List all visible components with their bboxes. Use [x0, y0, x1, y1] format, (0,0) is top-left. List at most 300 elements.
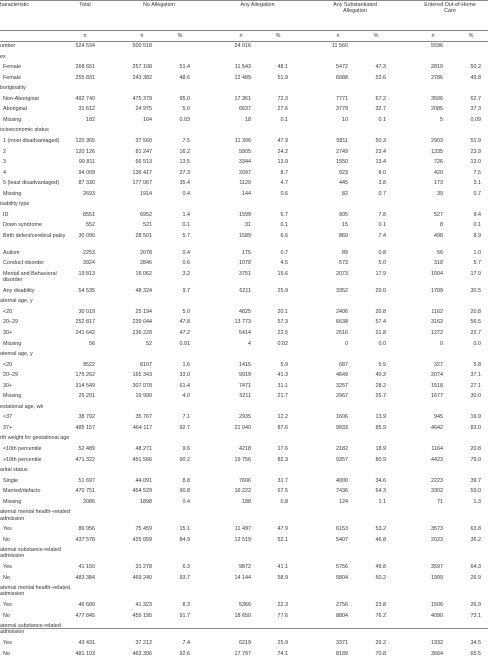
table-cell: 75 459 — [135, 526, 152, 533]
column-subheader: n — [336, 33, 340, 39]
table-cell: 17.6 — [277, 446, 288, 452]
table-cell: 2023 — [431, 536, 443, 543]
table-cell: 9933 — [336, 424, 348, 431]
table-cell: 8.8 — [182, 477, 190, 484]
table-cell: 1518 — [431, 382, 443, 389]
table-cell: 20.1 — [277, 308, 288, 315]
table-cell: 451 566 — [132, 456, 152, 463]
table-cell: 13.9 — [375, 414, 386, 421]
table-cell: 726 — [434, 159, 443, 166]
table-cell: 31.1 — [277, 382, 288, 389]
table-cell: 0.0 — [473, 340, 481, 347]
table-cell: 57.4 — [375, 319, 386, 326]
column-group-header: Any Substantiated Allegation — [333, 2, 377, 15]
table-cell: 9919 — [239, 372, 251, 379]
table-cell: 51.9 — [470, 137, 481, 144]
table-cell: 26.9 — [470, 602, 481, 609]
table-cell: 48 324 — [135, 287, 152, 294]
table-cell: 24.2 — [277, 148, 288, 155]
table-cell: 4642 — [431, 424, 443, 431]
row-label: Missing — [3, 498, 22, 505]
table-cell: 31.7 — [277, 477, 288, 484]
table-cell: 5811 — [336, 137, 348, 144]
table-cell: 0.7 — [378, 190, 386, 197]
table-cell: 7.4 — [182, 640, 190, 647]
table-cell: 6219 — [239, 640, 251, 647]
table-cell: 500 518 — [132, 43, 152, 49]
table-cell: 0.1 — [473, 222, 481, 229]
table-cell: 9522 — [83, 361, 95, 368]
table-cell: 0 — [440, 340, 443, 347]
table-cell: 49.8 — [375, 564, 386, 571]
table-cell: 30 090 — [78, 232, 95, 239]
row-label: ID — [3, 211, 9, 218]
column-subheader: % — [373, 33, 379, 39]
table-cell: 25 201 — [78, 393, 95, 400]
row-label: Mental and Behavioral disorder — [3, 270, 57, 284]
table-cell: 6153 — [336, 526, 348, 533]
table-cell: 47.9 — [277, 526, 288, 533]
table-cell: 2846 — [140, 260, 152, 267]
table-cell: 0.7 — [473, 190, 481, 197]
table-cell: 175 262 — [75, 372, 95, 379]
row-label: >10th percentile — [3, 456, 42, 463]
table-cell: 11 497 — [234, 526, 251, 533]
table-cell: 5.0 — [182, 308, 190, 315]
table-rule — [0, 41, 488, 42]
table-cell: 95.0 — [179, 95, 190, 102]
table-cell: 2693 — [83, 190, 95, 197]
row-label: Female — [3, 64, 21, 71]
row-label: <37 — [3, 414, 13, 421]
table-cell: 257 108 — [132, 64, 152, 71]
table-cell: 905 — [339, 211, 348, 218]
table-cell: 22.7 — [470, 329, 481, 336]
table-cell: 32.7 — [375, 106, 386, 113]
table-cell: 5.8 — [473, 361, 481, 368]
table-cell: 188 — [242, 498, 251, 505]
table-cell: 2516 — [336, 329, 348, 336]
table-cell: 37.1 — [470, 372, 481, 379]
row-label: Yes — [3, 640, 12, 647]
table-cell: 2786 — [431, 74, 443, 81]
table-cell: 77.6 — [277, 612, 288, 619]
table-cell: 16.2 — [179, 148, 190, 155]
table-cell: 47.3 — [375, 64, 386, 71]
table-cell: 24 975 — [135, 106, 152, 113]
row-label: Female — [3, 74, 21, 81]
table-cell: 5.7 — [182, 232, 190, 239]
table-cell: 2074 — [431, 372, 443, 379]
table-cell: 21.7 — [277, 393, 288, 400]
table-rule — [0, 30, 488, 31]
table-cell: 175 — [242, 249, 251, 256]
table-cell: 0.8 — [378, 249, 386, 256]
table-cell: 481 103 — [75, 650, 95, 657]
table-cell: 7606 — [239, 477, 251, 484]
table-cell: 15.1 — [179, 526, 190, 533]
table-cell: 1.4 — [182, 211, 190, 218]
table-cell: 41.1 — [277, 564, 288, 571]
row-label: aternal age, y — [0, 298, 33, 305]
table-cell: 6.6 — [280, 232, 288, 239]
table-cell: 182 — [86, 116, 95, 123]
table-cell: 524 534 — [75, 43, 95, 49]
table-cell: 2756 — [336, 602, 348, 609]
table-cell: 120 365 — [75, 137, 95, 144]
table-cell: 67.2 — [375, 95, 386, 102]
table-cell: 27.1 — [470, 382, 481, 389]
table-cell: 4000 — [336, 477, 348, 484]
row-label: No — [3, 536, 10, 543]
table-cell: 165 343 — [132, 372, 152, 379]
table-cell: 11 306 — [234, 137, 251, 144]
table-cell: 8 — [440, 222, 443, 229]
column-header-characteristic: haracteristic — [0, 2, 30, 8]
table-cell: 56 — [89, 340, 95, 347]
table-cell: 40.2 — [375, 372, 386, 379]
table-cell: 20.8 — [470, 308, 481, 315]
table-cell: 50.2 — [375, 574, 386, 581]
table-cell: 860 — [339, 232, 348, 239]
table-cell: 0.0 — [378, 340, 386, 347]
table-cell: 8.3 — [182, 602, 190, 609]
table-cell: 1120 — [239, 180, 251, 187]
table-cell: 8551 — [83, 211, 95, 218]
table-cell: 0 — [345, 340, 348, 347]
table-cell: 25.9 — [277, 287, 288, 294]
table-cell: 0.6 — [182, 260, 190, 267]
table-cell: 5596 — [431, 43, 443, 49]
table-cell: 5.9 — [378, 361, 386, 368]
table-cell: 268 651 — [75, 64, 95, 71]
table-cell: 0.7 — [280, 249, 288, 256]
table-cell: 47.2 — [179, 329, 190, 336]
table-cell: 16.9 — [470, 414, 481, 421]
column-subheader: n — [140, 33, 144, 39]
row-label: Down syndrome — [3, 222, 42, 229]
table-cell: 17 361 — [234, 95, 251, 102]
table-cell: 8804 — [336, 612, 348, 619]
table-cell: 1550 — [336, 159, 348, 166]
table-cell: 56 — [437, 249, 443, 256]
row-label: 3 — [3, 159, 6, 166]
table-cell: 318 — [434, 260, 443, 267]
row-label: 20–29 — [3, 319, 18, 326]
table-cell: 7471 — [239, 382, 251, 389]
table-cell: 307 078 — [132, 382, 152, 389]
row-label: Birth defect/cerebral palsy — [3, 232, 66, 239]
table-cell: 94 009 — [78, 169, 95, 176]
table-cell: 8107 — [140, 361, 152, 368]
table-cell: 475 379 — [132, 95, 152, 102]
table-cell: 33.0 — [179, 372, 190, 379]
table-rule — [0, 628, 488, 629]
column-group-header: Total — [79, 2, 91, 8]
table-cell: 327 — [434, 361, 443, 368]
table-cell: 0.01 — [179, 340, 190, 347]
table-cell: 31 612 — [78, 106, 95, 113]
table-cell: 47.9 — [277, 137, 288, 144]
row-label: Missing — [3, 190, 22, 197]
table-cell: 252 817 — [75, 319, 95, 326]
row-label: Single — [3, 477, 18, 484]
table-cell: 0.1 — [378, 222, 386, 229]
row-label: isability type — [0, 201, 30, 208]
row-label: Yes — [3, 526, 12, 533]
row-label: 20–29 — [3, 372, 18, 379]
table-cell: 0.03 — [179, 116, 190, 123]
table-cell: 5 — [440, 116, 443, 123]
table-cell: 6.7 — [280, 211, 288, 218]
table-cell: 56.5 — [470, 319, 481, 326]
table-cell: 1599 — [239, 211, 251, 218]
row-label: Married/defacto — [3, 488, 41, 495]
table-cell: 445 — [339, 180, 348, 187]
table-cell: 1.6 — [182, 361, 190, 368]
table-cell: 11 560 — [331, 43, 348, 49]
table-cell: 3302 — [431, 488, 443, 495]
row-label: aternal mental health–related admission — [0, 585, 70, 598]
table-cell: 37.3 — [470, 106, 481, 113]
table-cell: 1589 — [239, 232, 251, 239]
table-cell: 24 016 — [234, 43, 251, 49]
table-cell: 51 697 — [78, 477, 95, 484]
row-label: Conduct disorder — [3, 260, 45, 267]
table-cell: 239 044 — [132, 319, 152, 326]
table-cell: 17.9 — [470, 270, 481, 277]
table-cell: 10 — [342, 116, 348, 123]
row-label: Missing — [3, 393, 22, 400]
table-cell: 41 323 — [135, 602, 152, 609]
table-cell: 15.6 — [277, 270, 288, 277]
table-cell: 81 247 — [135, 148, 152, 155]
table-cell: 1709 — [431, 287, 443, 294]
table-cell: 36.2 — [470, 536, 481, 543]
table-cell: 84.9 — [179, 536, 190, 543]
table-cell: 12 489 — [234, 74, 251, 81]
table-cell: 91.7 — [179, 612, 190, 619]
table-cell: 7771 — [336, 95, 348, 102]
column-subheader: n — [83, 33, 87, 39]
row-label: estational age, wk — [0, 403, 44, 410]
table-cell: 1606 — [336, 414, 348, 421]
table-cell: 177 067 — [132, 180, 152, 187]
table-cell: 459 195 — [132, 612, 152, 619]
table-cell: 62.7 — [470, 95, 481, 102]
table-cell: 23.4 — [375, 148, 386, 155]
table-cell: 17 797 — [234, 650, 251, 657]
table-cell: 4649 — [336, 372, 348, 379]
table-cell: 80.9 — [375, 456, 386, 463]
table-cell: 28 501 — [135, 232, 152, 239]
column-subheader: n — [431, 33, 435, 39]
table-cell: 31 278 — [135, 564, 152, 571]
table-cell: 1004 — [431, 270, 443, 277]
table-cell: 74.1 — [277, 650, 288, 657]
table-cell: 6637 — [239, 106, 251, 113]
row-label: 4 — [3, 169, 6, 176]
table-cell: 2097 — [239, 169, 251, 176]
table-cell: 52 489 — [78, 446, 95, 452]
table-cell: 73.1 — [470, 612, 481, 619]
table-cell: 58.9 — [277, 574, 288, 581]
table-cell: 0.4 — [182, 249, 190, 256]
row-label: ocioeconomic status — [0, 127, 49, 134]
table-cell: 945 — [434, 414, 443, 421]
table-cell: 477 845 — [75, 612, 95, 619]
table-cell: 31 — [245, 222, 251, 229]
column-group-header: Entered Out-of-Home Care — [424, 2, 476, 15]
column-subheader: % — [468, 33, 474, 39]
table-cell: 85.9 — [375, 424, 386, 431]
table-cell: 3664 — [431, 650, 443, 657]
table-cell: 50.3 — [375, 137, 386, 144]
table-cell: 7.4 — [378, 232, 386, 239]
column-subheader: n — [239, 33, 243, 39]
table-cell: 25.9 — [277, 640, 288, 647]
table-cell: 2182 — [336, 446, 348, 452]
table-cell: 13 773 — [234, 319, 251, 326]
table-cell: 18.9 — [375, 446, 386, 452]
row-label: No — [3, 650, 10, 657]
table-cell: 0.6 — [280, 190, 288, 197]
table-cell: 4090 — [431, 612, 443, 619]
table-cell: 2810 — [431, 64, 443, 71]
table-cell: 492 740 — [75, 95, 95, 102]
table-cell: 93.7 — [179, 574, 190, 581]
row-label: aternal substance-related admission — [0, 623, 61, 636]
table-cell: 454 529 — [132, 488, 152, 495]
table-cell: 90.2 — [179, 456, 190, 463]
table-cell: 2935 — [239, 414, 251, 421]
table-cell: 37 560 — [135, 137, 152, 144]
table-cell: 2078 — [140, 249, 152, 256]
table-cell: 82.3 — [277, 456, 288, 463]
table-cell: 1335 — [431, 148, 443, 155]
table-cell: 3597 — [431, 564, 443, 571]
table-cell: 3162 — [431, 319, 443, 326]
table-cell: 8.0 — [378, 169, 386, 176]
table-cell: 13.0 — [470, 159, 481, 166]
row-label: No — [3, 574, 10, 581]
table-cell: 37 212 — [135, 640, 152, 647]
table-cell: 64.3 — [375, 488, 386, 495]
table-cell: 2253 — [83, 249, 95, 256]
table-cell: 527 — [434, 211, 443, 218]
column-group-header: Any Allegation — [240, 2, 275, 8]
table-cell: 1506 — [431, 602, 443, 609]
row-label: ex — [0, 53, 6, 60]
table-cell: 12 519 — [234, 536, 251, 543]
table-cell: 4423 — [431, 456, 443, 463]
table-cell: 2749 — [336, 148, 348, 155]
table-cell: 471 322 — [75, 456, 95, 463]
table-cell: 8.9 — [473, 232, 481, 239]
table-cell: 8189 — [336, 650, 348, 657]
row-label: aternal mental health–related admission — [0, 509, 70, 522]
table-cell: 51.9 — [277, 74, 288, 81]
table-cell: 17.9 — [375, 270, 386, 277]
table-cell: 314 549 — [75, 382, 95, 389]
table-cell: 0.4 — [182, 498, 190, 505]
table-cell: 19 756 — [234, 456, 251, 463]
table-cell: 0.4 — [182, 190, 190, 197]
row-label: Non-Aboriginal — [3, 95, 39, 102]
table-cell: 11 543 — [234, 64, 251, 71]
table-cell: 46 689 — [78, 602, 95, 609]
table-cell: 4.7 — [280, 180, 288, 187]
table-cell: 6952 — [140, 211, 152, 218]
table-cell: 35 767 — [135, 414, 152, 421]
table-cell: 6211 — [239, 287, 251, 294]
table-cell: 0.09 — [470, 116, 481, 123]
table-cell: 164 — [143, 116, 152, 123]
table-cell: 3.2 — [182, 270, 190, 277]
table-cell: 498 — [434, 232, 443, 239]
row-label: <20 — [3, 361, 13, 368]
table-cell: 7.8 — [378, 211, 386, 218]
table-cell: 485 157 — [75, 424, 95, 431]
column-group-header: No Allegation — [143, 2, 175, 8]
table-cell: 64.3 — [470, 564, 481, 571]
table-cell: 52.6 — [375, 74, 386, 81]
table-cell: 23.8 — [375, 602, 386, 609]
table-cell: 7436 — [336, 488, 348, 495]
table-cell: 5414 — [239, 329, 251, 336]
table-cell: 236 228 — [132, 329, 152, 336]
table-cell: 41.3 — [277, 372, 288, 379]
table-cell: 1078 — [239, 260, 251, 267]
table-cell: 3779 — [336, 106, 348, 113]
table-cell: 6638 — [336, 319, 348, 326]
row-label: <20 — [3, 308, 13, 315]
row-label: umber — [0, 43, 16, 49]
table-cell: 9.6 — [182, 446, 190, 452]
table-cell: 5756 — [336, 564, 348, 571]
table-cell: 8.7 — [280, 169, 288, 176]
table-cell: 243 382 — [132, 74, 152, 81]
table-cell: 12.2 — [277, 414, 288, 421]
table-cell: 3573 — [431, 526, 443, 533]
table-cell: 1164 — [431, 446, 443, 452]
table-cell: 0.1 — [280, 116, 288, 123]
table-cell: 99 811 — [78, 159, 95, 166]
table-cell: 15 — [342, 222, 348, 229]
table-cell: 67.5 — [277, 488, 288, 495]
table-cell: 54 535 — [78, 287, 95, 294]
row-label: aternal age, y — [0, 351, 33, 358]
table-cell: 9.7 — [182, 287, 190, 294]
table-cell: 5211 — [239, 393, 251, 400]
table-cell: 3344 — [239, 159, 251, 166]
table-cell: 0.1 — [280, 222, 288, 229]
table-cell: 1272 — [431, 329, 443, 336]
table-cell: 1.3 — [473, 498, 481, 505]
table-cell: 521 — [143, 222, 152, 229]
table-cell: 43 431 — [78, 640, 95, 647]
row-label: 5 (least disadvantaged) — [3, 180, 60, 187]
table-cell: 34.6 — [375, 477, 386, 484]
table-cell: 2967 — [336, 393, 348, 400]
table-cell: 51.4 — [179, 64, 190, 71]
table-cell: 0.1 — [378, 116, 386, 123]
table-cell: 21 040 — [234, 424, 251, 431]
table-cell: 48.6 — [179, 74, 190, 81]
table-cell: 92.6 — [179, 650, 190, 657]
table-cell: 6088 — [336, 74, 348, 81]
table-cell: 53.2 — [375, 526, 386, 533]
